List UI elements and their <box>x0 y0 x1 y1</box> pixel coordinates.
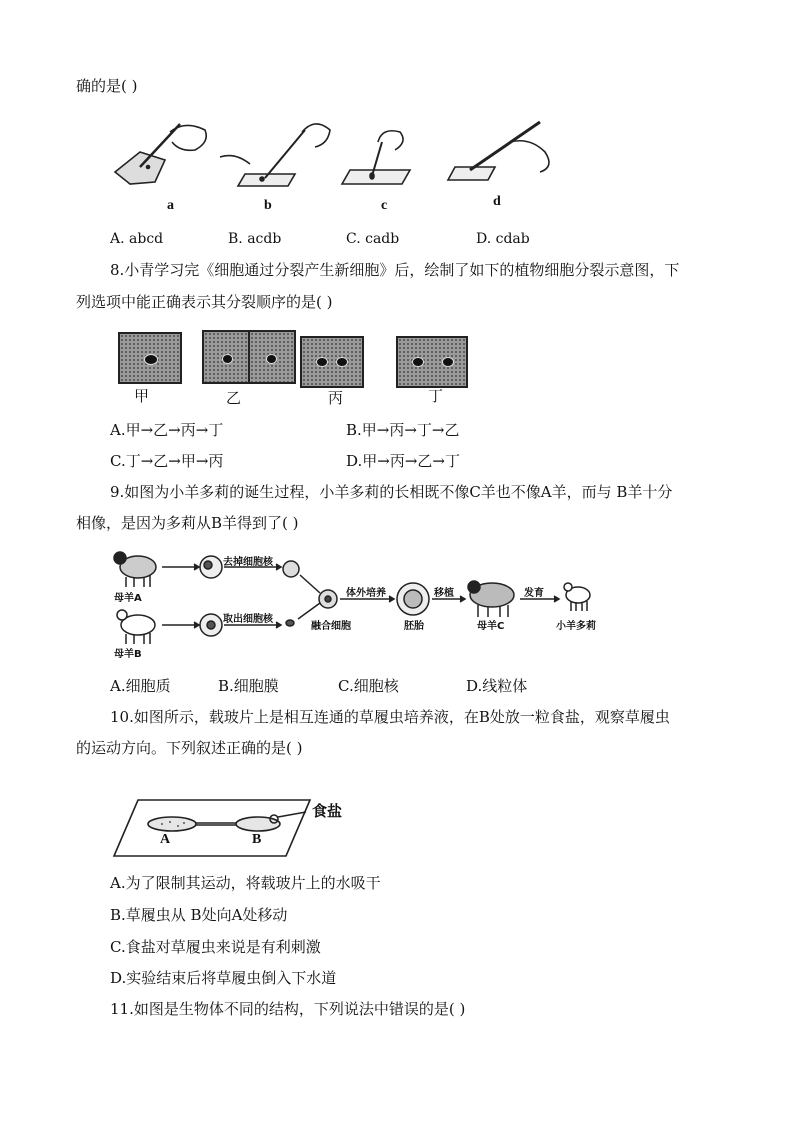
q8-label-ding: 丁 <box>428 387 444 405</box>
q10-stem-line2: 的运动方向。下列叙述正确的是( ) <box>76 739 303 757</box>
q8-label-jia: 甲 <box>134 387 150 405</box>
label-embryo: 胚胎 <box>404 621 424 632</box>
label-salt: 食盐 <box>312 802 343 820</box>
q8-option-b: B.甲→丙→丁→乙 <box>346 421 460 439</box>
label-dolly: 小羊多莉 <box>556 621 596 632</box>
q7-procedure-figure <box>110 112 570 212</box>
label-b: B <box>252 832 262 847</box>
q9-stem-line2: 相像，是因为多莉从B羊得到了( ) <box>76 514 299 532</box>
q10-stem-line1: 10.如图所示，载玻片上是相互连通的草履虫培养液，在B处放一粒食盐，观察草履虫 <box>110 708 670 726</box>
q7-option-c: C. cadb <box>346 231 400 247</box>
q7-stem-end: 确的是( ) <box>76 77 138 95</box>
q7-option-b: B. acdb <box>228 231 282 247</box>
sheep-b-drawing <box>117 610 155 644</box>
step-d-drawing <box>448 122 549 180</box>
q7-option-d: D. cdab <box>476 231 530 247</box>
q8-option-c: C.丁→乙→甲→丙 <box>110 452 224 470</box>
cell-yi-left <box>202 330 250 384</box>
q8-stem-line2: 列选项中能正确表示其分裂顺序的是( ) <box>76 293 333 311</box>
label-transplant: 移植 <box>434 588 454 599</box>
label-mother-b: 母羊B <box>114 649 142 660</box>
sheep-dolly-drawing <box>564 583 590 611</box>
step-a-drawing <box>115 124 206 184</box>
label-take-nucleus: 取出细胞核 <box>223 614 273 625</box>
q7-label-d: d <box>493 194 501 209</box>
q9-option-c: C.细胞核 <box>338 677 399 695</box>
q8-option-d: D.甲→丙→乙→丁 <box>346 452 460 470</box>
cell-yi-right <box>248 330 296 384</box>
step-b-drawing <box>220 124 330 186</box>
q8-option-a: A.甲→乙→丙→丁 <box>110 421 224 439</box>
cell-jia <box>118 332 182 384</box>
q10-option-d: D.实验结束后将草履虫倒入下水道 <box>110 969 337 987</box>
q11-stem: 11.如图是生物体不同的结构，下列说法中错误的是( ) <box>110 1000 466 1018</box>
q8-label-bing: 丙 <box>328 389 344 407</box>
label-mother-a: 母羊A <box>114 593 142 604</box>
label-fused-cell: 融合细胞 <box>311 621 351 632</box>
q9-option-b: B.细胞膜 <box>218 677 279 695</box>
q9-stem-line1: 9.如图为小羊多莉的诞生过程，小羊多莉的长相既不像C羊也不像A羊，而与 B羊十分 <box>110 483 673 501</box>
q8-label-yi: 乙 <box>226 389 242 407</box>
label-mother-c: 母羊C <box>477 621 505 632</box>
sheep-a-drawing <box>114 552 156 587</box>
q10-option-c: C.食盐对草履虫来说是有利刺激 <box>110 938 321 956</box>
step-c-drawing <box>342 131 410 184</box>
q7-label-c: c <box>381 198 388 213</box>
q10-option-a: A.为了限制其运动，将载玻片上的水吸干 <box>110 874 381 892</box>
cell-ding <box>396 336 468 388</box>
q7-label-b: b <box>264 198 272 213</box>
label-culture: 体外培养 <box>346 588 386 599</box>
q7-label-a: a <box>167 198 174 213</box>
label-a: A <box>160 832 171 847</box>
label-develop: 发育 <box>524 588 544 599</box>
q9-option-a: A.细胞质 <box>110 677 171 695</box>
label-remove-nucleus: 去掉细胞核 <box>223 557 273 568</box>
q7-option-a: A. abcd <box>110 231 164 247</box>
q8-stem-line1: 8.小青学习完《细胞通过分裂产生新细胞》后，绘制了如下的植物细胞分裂示意图，下 <box>110 261 680 279</box>
q9-cloning-diagram <box>110 545 610 660</box>
q10-option-b: B.草履虫从 B处向A处移动 <box>110 906 288 924</box>
sheep-c-drawing <box>468 581 514 617</box>
cell-bing <box>300 336 364 388</box>
q9-option-d: D.线粒体 <box>466 677 528 695</box>
